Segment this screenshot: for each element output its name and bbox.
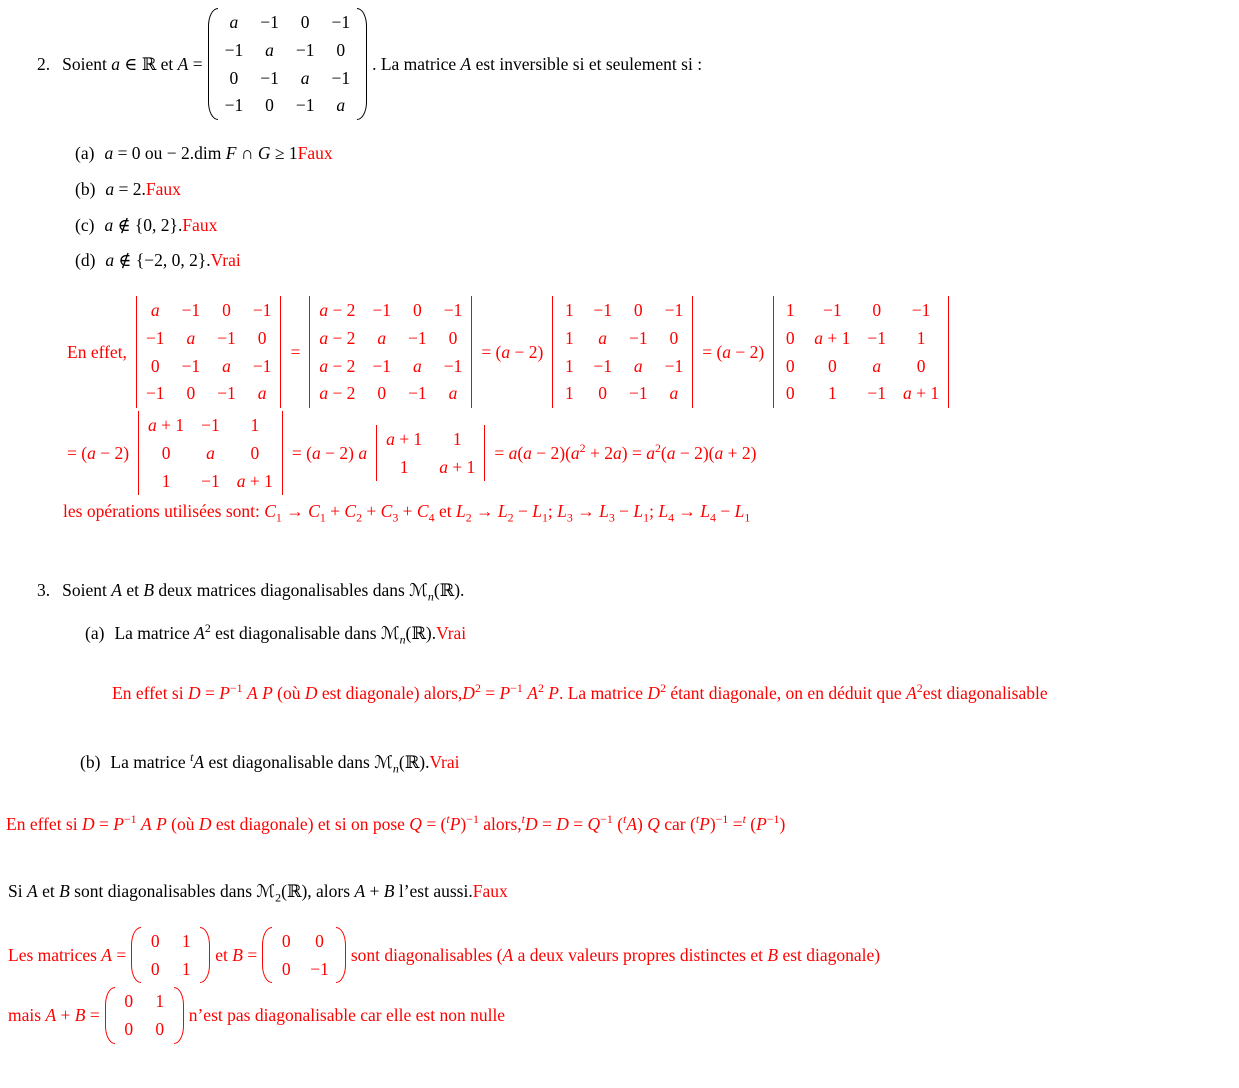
option-d-verdict: Vrai [210,250,241,271]
option-d-row [75,249,1239,272]
option-a-statement: a = 0 ou − 2.dim F ∩ G ≥ 1 [104,143,298,163]
q3c-expl2-post: n’est pas diagonalisable car elle est non nulle [188,1005,506,1026]
question-3-number: 3. [37,580,51,600]
determinant-normalized: 1 −1 0 −1 1 a −1 0 1 −1 a −1 1 0 −1 a [552,296,693,408]
determinant-original: a −1 0 −1 −1 a −1 0 0 −1 a −1 −1 0 −1 a [136,296,282,408]
q3-option-a-label: (a) [85,622,105,643]
q3-option-a-verdict: Vrai [436,622,467,643]
option-b-verdict: Faux [145,178,181,199]
q3c-verdict: Faux [472,881,508,902]
question-2-text-pre: Soient a ∈ ℝ et A = [62,53,203,74]
q3-option-b-row [80,751,1239,774]
q3-option-b-label: (b) [80,751,101,772]
proof-line-1 [63,296,1239,408]
factor-a-minus-2-times-a: = (a − 2) a [291,442,368,463]
matrix-a-definition: a −1 0 −1 −1 a −1 0 0 −1 a −1 −1 0 −1 a [208,8,368,120]
determinant-row-reduced: 1 −1 0 −1 0 a + 1 −1 1 0 0 a 0 0 1 −1 a + 1 [773,296,949,408]
factor-a-minus-2-second: = (a − 2) [702,341,765,362]
option-a-label: (a) [75,143,95,163]
option-c-row [75,214,1239,237]
q3c-statement-row [8,880,1239,903]
option-d-label: (d) [75,250,96,271]
determinant-3x3: a + 1 −1 1 0 a 0 1 −1 a + 1 [138,411,283,495]
question-2-options [75,142,1239,272]
q3a-explanation: En effet si $D = P^{-1}$ A P (où D est diagonale) $alors,D^2 = P^{-1}$ $A^2$ P. La matrice $D^2$ étant diagonale, on en déduit que $A^2est$ diagonalisable [112,680,1048,703]
q3c-explanation-line-1 [8,927,1239,984]
q3b-explanation: En effet si $D = P^{-1}$ A P (où D est diagonale) et si on pose $Q = (^tP)^{-1}$ alors,$^t$D = $D = Q^{-1}$ ($^t$A) Q car $(^tP)^{-1} =^t$ $(P^{-1})$ [6,812,786,835]
matrix-a-2x2: 0 1 0 1 [131,927,210,984]
operations-note: les opérations utilisées sont: $C_1 \to C_1 + C_2 + C_3 + C_4$ et $L_2 \to L_2 - L_1$; $L_3 \to L_3 - L_1$; $L_4 \to L_4 - L_1$ [63,501,751,525]
question-3-text: Soient A et B deux matrices diagonalisables dans ℳ$_n$(ℝ). [62,580,465,604]
option-a-row [75,142,1239,165]
factor-a-minus-2-first: = (a − 2) [481,341,544,362]
proof-line-2 [63,411,1239,495]
option-d-statement: a ∉ {−2, 0, 2}. [105,250,211,271]
math-correction-document [0,8,1239,1044]
option-b-label: (b) [75,178,96,199]
question-3-intro [37,579,1239,602]
q3c-expl1-mid: et B = [215,944,258,965]
q3c-expl1-pre: Les matrices A = [8,944,127,965]
q3c-expl2-pre: mais A + B = [8,1005,100,1026]
equals-1: = [290,341,301,362]
factorized-result: = $a(a - 2)(a^2 + 2a) = a^2(a - 2)(a + 2)$ [494,440,757,463]
option-b-row [75,178,1239,201]
option-c-verdict: Faux [182,214,218,235]
q3c-expl1-post: sont diagonalisables (A a deux valeurs propres distinctes et B est diagonale) [350,944,881,965]
proof-lead: En effet, [67,341,127,362]
option-c-label: (c) [75,214,95,235]
q3-option-a-row [85,622,1239,645]
factor-a-minus-2-third: = (a − 2) [67,442,130,463]
q3-option-b-verdict: Vrai [429,751,460,772]
determinant-2x2: a + 1 1 1 a + 1 [376,425,485,482]
determinant-proof [63,296,1239,523]
q3c-explanation-line-2 [8,987,1239,1044]
q3c-statement: Si A et B sont diagonalisables dans ℳ$_2$(ℝ), alors A + B l’est aussi. [8,881,473,905]
question-2-intro [37,8,1239,120]
option-a-verdict: Faux [297,143,333,163]
determinant-col-summed: a − 2 −1 0 −1 a − 2 a −1 0 a − 2 −1 a −1 a − 2 0 −1 a [309,296,472,408]
q3-option-a-statement: La matrice $A^2$ est diagonalisable dans ℳ$_n$(ℝ). [114,620,437,647]
option-b-statement: a = 2. [105,178,146,199]
q3-option-b-statement: La matrice $^t$A est diagonalisable dans ℳ$_n$(ℝ). [110,749,430,776]
option-c-statement: a ∉ {0, 2}. [104,214,183,235]
matrix-b-2x2: 0 0 0 −1 [262,927,346,984]
question-2-text-post: . La matrice A est inversible si et seulement si : [372,53,703,74]
question-2-number: 2. [37,53,51,74]
matrix-a-plus-b: 0 1 0 0 [105,987,184,1044]
